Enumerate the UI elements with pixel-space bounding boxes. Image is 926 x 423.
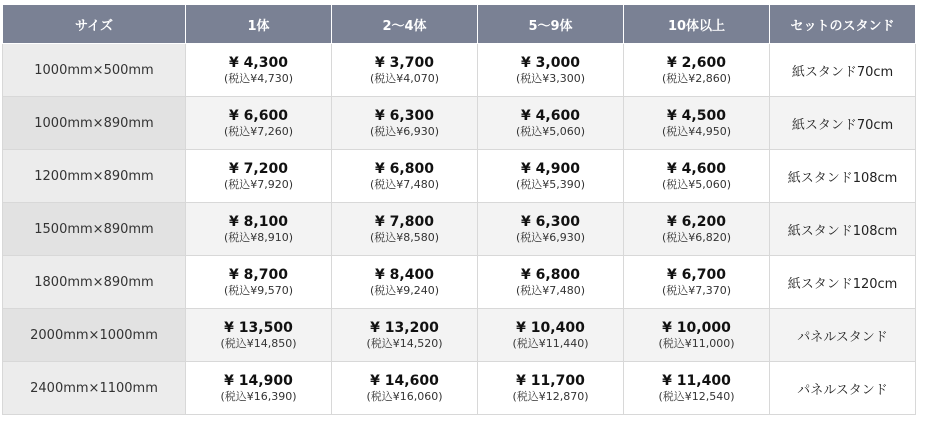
price-amount: ¥ 10,400 (516, 319, 585, 336)
stand-cell: パネルスタンド (770, 309, 916, 362)
header-qty-5-9: 5～9体 (478, 5, 624, 44)
price-tax-included: (税込¥11,000) (658, 336, 735, 350)
price-cell (478, 309, 624, 362)
price-tax-included: (税込¥7,480) (515, 283, 586, 297)
price-amount: ¥ 11,400 (662, 372, 731, 389)
price-amount: ¥ 13,200 (370, 319, 439, 336)
price-cell (332, 203, 478, 256)
price-amount: ¥ 4,600 (667, 160, 726, 177)
price-amount: ¥ 6,800 (375, 160, 434, 177)
table-row (3, 97, 916, 150)
price-amount: ¥ 8,400 (375, 266, 434, 283)
price-cell (332, 150, 478, 203)
price-amount: ¥ 8,700 (229, 266, 288, 283)
price-tax-included: (税込¥4,950) (661, 124, 732, 138)
stand-cell: 紙スタンド70cm (770, 97, 916, 150)
price-tax-included: (税込¥6,930) (369, 124, 440, 138)
price-tax-included: (税込¥5,060) (515, 124, 586, 138)
price-cell (332, 309, 478, 362)
price-tax-included: (税込¥7,370) (661, 283, 732, 297)
price-cell (478, 97, 624, 150)
header-qty-2-4: 2～4体 (332, 5, 478, 44)
price-cell (624, 256, 770, 309)
price-cell (186, 97, 332, 150)
price-amount: ¥ 4,600 (521, 107, 580, 124)
price-tax-included: (税込¥4,070) (369, 71, 440, 85)
price-cell (624, 309, 770, 362)
table-row (3, 150, 916, 203)
size-cell: 1000mm×500mm (3, 44, 186, 97)
price-tax-included: (税込¥9,240) (369, 283, 440, 297)
size-cell: 1500mm×890mm (3, 203, 186, 256)
stand-cell: パネルスタンド (770, 362, 916, 415)
price-amount: ¥ 6,800 (521, 266, 580, 283)
price-amount: ¥ 3,000 (521, 54, 580, 71)
price-cell (186, 309, 332, 362)
price-amount: ¥ 8,100 (229, 213, 288, 230)
price-amount: ¥ 7,800 (375, 213, 434, 230)
price-tax-included: (税込¥12,870) (512, 389, 589, 403)
price-tax-included: (税込¥11,440) (512, 336, 589, 350)
price-amount: ¥ 3,700 (375, 54, 434, 71)
table-row (3, 203, 916, 256)
price-table-container (2, 4, 916, 415)
price-cell (478, 44, 624, 97)
price-tax-included: (税込¥4,730) (223, 71, 294, 85)
price-cell (332, 44, 478, 97)
stand-cell: 紙スタンド70cm (770, 44, 916, 97)
size-cell: 1000mm×890mm (3, 97, 186, 150)
price-tax-included: (税込¥16,390) (220, 389, 297, 403)
price-amount: ¥ 6,300 (521, 213, 580, 230)
header-set-stand: セットのスタンド (770, 5, 916, 44)
size-cell: 2400mm×1100mm (3, 362, 186, 415)
price-tax-included: (税込¥12,540) (658, 389, 735, 403)
price-amount: ¥ 6,300 (375, 107, 434, 124)
price-tax-included: (税込¥6,820) (661, 230, 732, 244)
price-tax-included: (税込¥7,920) (223, 177, 294, 191)
price-tax-included: (税込¥5,390) (515, 177, 586, 191)
price-cell (624, 362, 770, 415)
header-qty-10-plus: 10体以上 (624, 5, 770, 44)
price-cell (186, 256, 332, 309)
price-tax-included: (税込¥8,910) (223, 230, 294, 244)
stand-cell: 紙スタンド108cm (770, 150, 916, 203)
price-amount: ¥ 10,000 (662, 319, 731, 336)
table-body (3, 44, 916, 415)
price-tax-included: (税込¥16,060) (366, 389, 443, 403)
price-amount: ¥ 6,200 (667, 213, 726, 230)
price-tax-included: (税込¥2,860) (661, 71, 732, 85)
price-tax-included: (税込¥7,480) (369, 177, 440, 191)
price-tax-included: (税込¥14,520) (366, 336, 443, 350)
size-cell: 2000mm×1000mm (3, 309, 186, 362)
price-cell (624, 44, 770, 97)
price-tax-included: (税込¥14,850) (220, 336, 297, 350)
header-row (3, 5, 916, 44)
price-cell (478, 203, 624, 256)
size-cell: 1200mm×890mm (3, 150, 186, 203)
table-row (3, 256, 916, 309)
price-table (2, 4, 916, 415)
price-cell (478, 362, 624, 415)
price-tax-included: (税込¥3,300) (515, 71, 586, 85)
table-row (3, 309, 916, 362)
stand-cell: 紙スタンド108cm (770, 203, 916, 256)
size-cell: 1800mm×890mm (3, 256, 186, 309)
price-cell (624, 150, 770, 203)
header-qty-1: 1体 (186, 5, 332, 44)
price-amount: ¥ 4,900 (521, 160, 580, 177)
price-tax-included: (税込¥5,060) (661, 177, 732, 191)
price-tax-included: (税込¥7,260) (223, 124, 294, 138)
table-row (3, 362, 916, 415)
price-cell (332, 362, 478, 415)
price-amount: ¥ 14,600 (370, 372, 439, 389)
price-cell (186, 150, 332, 203)
header-size: サイズ (3, 5, 186, 44)
price-cell (332, 97, 478, 150)
price-amount: ¥ 13,500 (224, 319, 293, 336)
table-row (3, 44, 916, 97)
price-cell (186, 362, 332, 415)
price-amount: ¥ 4,300 (229, 54, 288, 71)
price-cell (186, 203, 332, 256)
price-cell (624, 203, 770, 256)
price-tax-included: (税込¥8,580) (369, 230, 440, 244)
price-amount: ¥ 14,900 (224, 372, 293, 389)
price-tax-included: (税込¥9,570) (223, 283, 294, 297)
price-cell (624, 97, 770, 150)
price-amount: ¥ 11,700 (516, 372, 585, 389)
price-cell (186, 44, 332, 97)
price-amount: ¥ 2,600 (667, 54, 726, 71)
price-amount: ¥ 6,700 (667, 266, 726, 283)
price-cell (478, 150, 624, 203)
stand-cell: 紙スタンド120cm (770, 256, 916, 309)
price-amount: ¥ 6,600 (229, 107, 288, 124)
price-tax-included: (税込¥6,930) (515, 230, 586, 244)
price-cell (332, 256, 478, 309)
price-cell (478, 256, 624, 309)
price-amount: ¥ 4,500 (667, 107, 726, 124)
price-amount: ¥ 7,200 (229, 160, 288, 177)
